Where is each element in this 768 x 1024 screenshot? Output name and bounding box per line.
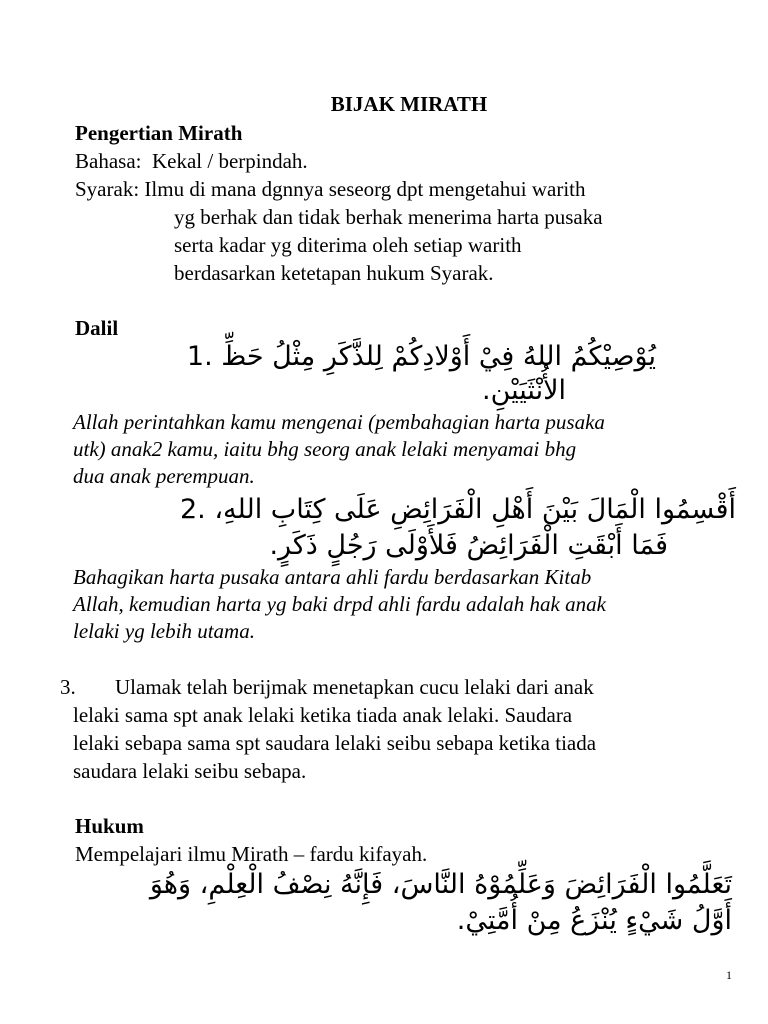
dalil-2-translation-line: Allah, kemudian harta yg baki drpd ahli fardu adalah hak anak bbox=[73, 592, 606, 616]
bahasa-label: Bahasa: bbox=[75, 149, 142, 173]
hukum-arabic-line: أَوَّلُ شَيْءٍ يُنْزَعُ مِنْ أُمَّتِيْ. bbox=[456, 905, 732, 936]
dalil-1-number: 1. bbox=[186, 341, 213, 372]
dalil-2-number: 2. bbox=[179, 494, 206, 525]
dalil-3-number: 3. bbox=[60, 675, 76, 699]
syarak-label: Syarak: bbox=[75, 177, 140, 201]
dalil-2-arabic-line: فَمَا أَبْقَتِ الْفَرَائِضُ فَلأَوْلَى رَجُلٍ ذَكَرٍ. bbox=[269, 530, 668, 561]
dalil-3-text-line: saudara lelaki seibu sebapa. bbox=[73, 759, 307, 783]
dalil-2-translation-line: Bahagikan harta pusaka antara ahli fardu berdasarkan Kitab bbox=[73, 565, 592, 589]
bahasa-line bbox=[75, 149, 308, 173]
dalil-2-arabic-line: أَقْسِمُوا الْمَالَ بَيْنَ أَهْلِ الْفَرَائِضِ عَلَى كِتَابِ اللهِ، 2. bbox=[179, 494, 736, 525]
dalil-1-arabic-line: الأُنْثَيَيْنِ. bbox=[482, 375, 566, 406]
syarak-line bbox=[75, 177, 586, 201]
section-heading-pengertian: Pengertian Mirath bbox=[75, 121, 243, 145]
dalil-3-text-line: lelaki sebapa sama spt saudara lelaki seibu sebapa ketika tiada bbox=[73, 731, 597, 755]
syarak-text-line: yg berhak dan tidak berhak menerima harta pusaka bbox=[174, 205, 603, 229]
dalil-1-arabic-line: يُوْصِيْكُمُ اللهُ فِيْ أَوْلادِكُمْ لِلذَّكَرِ مِثْلُ حَظِّ 1. bbox=[186, 341, 656, 372]
syarak-text-line: Ilmu di mana dgnnya seseorg dpt mengetahui warith bbox=[144, 177, 586, 201]
hukum-arabic-line: تَعَلَّمُوا الْفَرَائِضَ وَعَلِّمُوْهُ النَّاسَ، فَإِنَّهُ نِصْفُ الْعِلْمِ، وَهُوَ bbox=[149, 869, 732, 900]
dalil-1-translation-line: utk) anak2 kamu, iaitu bhg seorg anak lelaki menyamai bhg bbox=[73, 437, 577, 461]
dalil-2-translation-line: lelaki yg lebih utama. bbox=[73, 619, 255, 643]
section-heading-dalil: Dalil bbox=[75, 316, 119, 340]
bahasa-text: Kekal / berpindah. bbox=[151, 149, 308, 173]
section-heading-hukum: Hukum bbox=[75, 814, 144, 838]
syarak-text-line: serta kadar yg diterima oleh setiap warith bbox=[174, 233, 522, 257]
syarak-text-line: berdasarkan ketetapan hukum Syarak. bbox=[174, 261, 494, 285]
dalil-1-translation-line: dua anak perempuan. bbox=[73, 464, 255, 488]
dalil-3-text-line: Ulamak telah berijmak menetapkan cucu lelaki dari anak bbox=[115, 675, 594, 699]
dalil-1-translation-line: Allah perintahkan kamu mengenai (pembahagian harta pusaka bbox=[73, 410, 605, 434]
dalil-3-text-line: lelaki sama spt anak lelaki ketika tiada anak lelaki. Saudara bbox=[73, 703, 573, 727]
page-title: BIJAK MIRATH bbox=[330, 92, 488, 116]
page-number: 1 bbox=[726, 968, 732, 982]
hukum-text: Mempelajari ilmu Mirath – fardu kifayah. bbox=[75, 842, 428, 866]
